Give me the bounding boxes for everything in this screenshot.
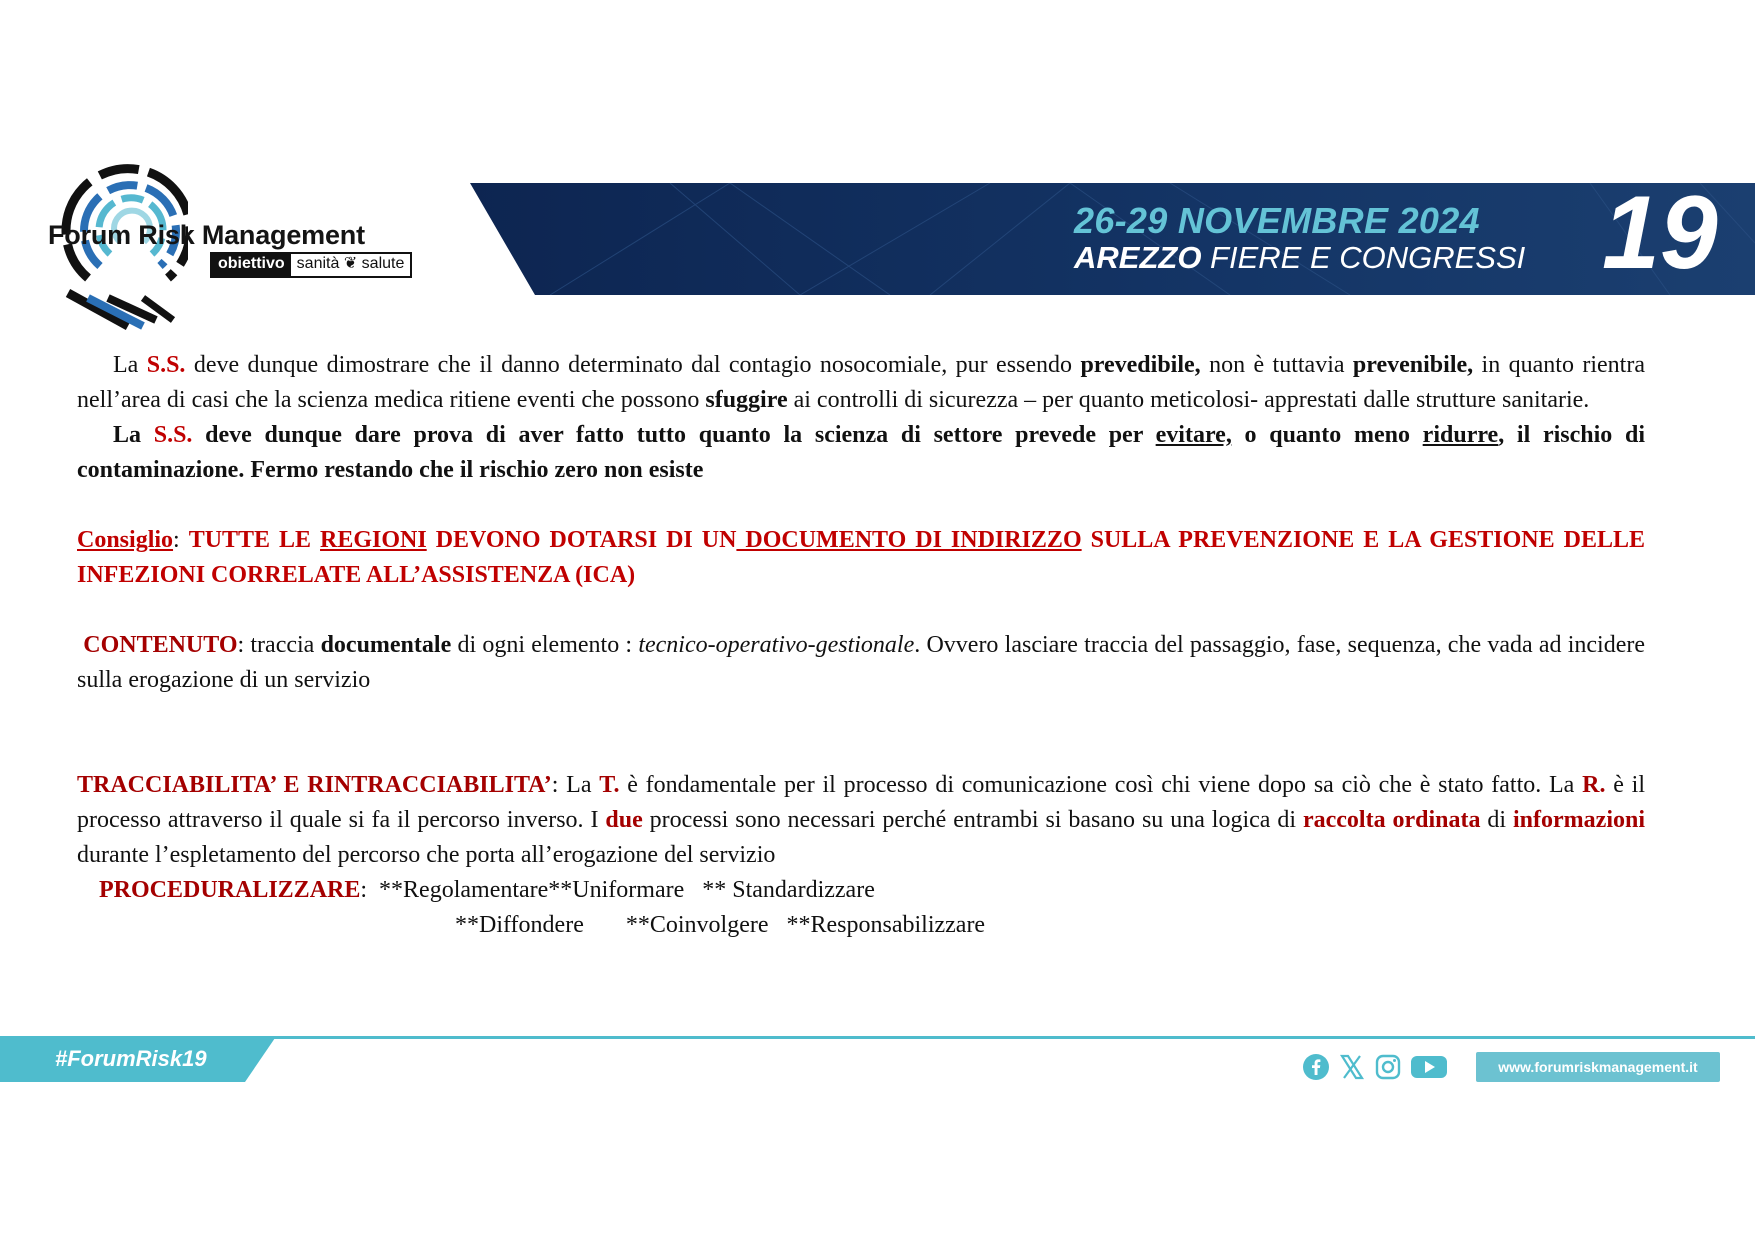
text-run: ai controlli di sicurezza – per quanto meticolosi- apprestati dalle strutture sanitarie.: [787, 387, 1590, 413]
paragraph-ss-prova: [77, 418, 1645, 488]
tracciabilita-label: TRACCIABILITA’ E RINTRACCIABILITA’: [77, 772, 552, 798]
logo-title: Forum Risk Management: [48, 220, 365, 250]
paragraph-ss-prevedibile: [77, 348, 1645, 418]
paragraph-tracciabilita: [77, 768, 1645, 873]
event-city: AREZZO: [1074, 240, 1202, 275]
paragraph-contenuto: [77, 628, 1645, 698]
term-evitare: evitare,: [1155, 422, 1232, 448]
social-links: [1302, 1053, 1448, 1081]
term-sfuggire: sfuggire: [705, 387, 788, 413]
text-run: o quanto meno: [1231, 422, 1423, 448]
term-regioni: REGIONI: [320, 527, 427, 553]
hashtag-text: #ForumRisk19: [55, 1046, 207, 1071]
text-run: durante l’espletamento del percorso che porta all’erogazione del servizio: [77, 842, 776, 868]
instagram-icon[interactable]: [1374, 1053, 1402, 1081]
text-run: , il rischio di contaminazione. Fermo restando che il rischio zero non esiste: [77, 422, 1646, 483]
term-prevenibile: prevenibile,: [1352, 352, 1474, 378]
logo-tag-obiettivo: obiettivo: [212, 254, 291, 276]
proceduralizzare-items-1: : **Regolamentare**Uniformare ** Standardizzare: [360, 877, 875, 903]
text-run: deve dunque dare prova di aver fatto tutto quanto la scienza di settore prevede per: [192, 422, 1156, 448]
text-run: deve dunque dimostrare che il danno determinato dal contagio nosocomiale, pur essendo: [185, 352, 1081, 378]
term-documento-indirizzo: DOCUMENTO DI INDIRIZZO: [736, 527, 1082, 553]
term-ridurre: ridurre: [1422, 422, 1499, 448]
term-t: T.: [599, 772, 620, 798]
text-run: . Ovvero lasciare traccia del passaggio, fase, sequenza, che vada ad incidere sulla erogazione di un servizio: [77, 632, 1646, 693]
ss-abbrev: S.S.: [146, 352, 186, 378]
event-venue: [1074, 240, 1525, 276]
logo-tag-sanita-salute: sanità ❦ salute: [291, 254, 411, 276]
proceduralizzare-line-2: **Diffondere **Coinvolgere **Responsabilizzare: [455, 912, 986, 938]
consiglio-label: Consiglio: [77, 527, 174, 553]
term-prevedibile: prevedibile,: [1080, 352, 1201, 378]
youtube-icon[interactable]: [1410, 1053, 1448, 1081]
text-run: è il processo attraverso il quale si fa il percorso inverso. I: [77, 772, 1645, 833]
text-run: : traccia: [237, 632, 321, 658]
event-venue-name: FIERE E CONGRESSI: [1201, 240, 1526, 275]
x-icon[interactable]: [1338, 1053, 1366, 1081]
proceduralizzare-label: PROCEDURALIZZARE: [99, 877, 361, 903]
proceduralizzare-line-1: [77, 873, 1645, 908]
text-run: di: [1480, 807, 1514, 833]
term-tecnico-operativo: tecnico-operativo-gestionale: [638, 632, 915, 658]
text-run: di ogni elemento :: [451, 632, 639, 658]
text-run: La: [113, 422, 154, 448]
term-documentale: documentale: [320, 632, 452, 658]
text-run: : La: [551, 772, 600, 798]
term-informazioni: informazioni: [1513, 807, 1646, 833]
text-run: :: [173, 527, 189, 553]
term-raccolta-ordinata: raccolta ordinata: [1302, 807, 1481, 833]
facebook-icon[interactable]: [1302, 1053, 1330, 1081]
paragraph-consiglio: [77, 523, 1645, 593]
text-run: TUTTE LE: [188, 527, 321, 553]
logo-tagline: [210, 252, 412, 278]
ss-abbrev: S.S.: [153, 422, 193, 448]
text-run: processi sono necessari perché entrambi si basano su una logica di: [642, 807, 1303, 833]
text-run: La: [113, 352, 147, 378]
text-run: è fondamentale per il processo di comunicazione così chi viene dopo sa ciò che è stato fatto. La: [619, 772, 1583, 798]
website-url-badge[interactable]: www.forumriskmanagement.it: [1476, 1052, 1720, 1082]
text-run: SULLA PREVENZIONE E LA GESTIONE DELLE INFEZIONI CORRELATE ALL’ASSISTENZA (ICA): [77, 527, 1645, 588]
event-dates: 26-29 NOVEMBRE 2024: [1074, 200, 1480, 241]
slide-body: [77, 348, 1645, 943]
term-due: due: [605, 807, 643, 833]
text-run: in quanto rientra nell’area di casi che la scienza medica ritiene eventi che possono: [77, 352, 1645, 413]
forum-logo: [48, 148, 448, 330]
contenuto-label: CONTENUTO: [83, 632, 238, 658]
text-run: non è tuttavia: [1200, 352, 1353, 378]
term-r: R.: [1582, 772, 1606, 798]
edition-number: 19: [1602, 175, 1718, 291]
text-run: DEVONO DOTARSI DI UN: [426, 527, 737, 553]
